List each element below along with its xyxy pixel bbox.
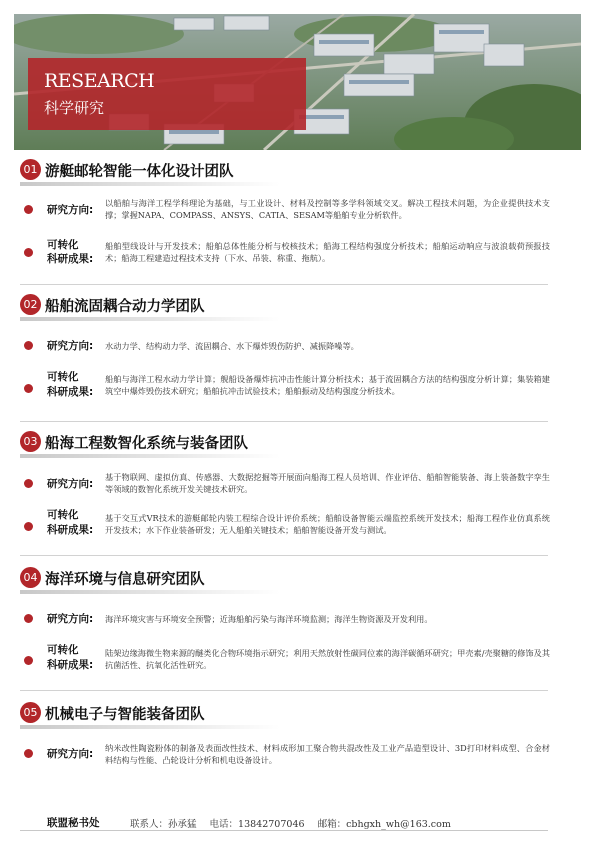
section-divider: [20, 421, 548, 422]
section-divider: [20, 555, 548, 556]
results-label-line1: 可转化: [47, 239, 79, 251]
research-direction-text: 海洋环境灾害与环境安全预警；近海船舶污染与海洋环境监测；海洋生物资源及开发利用。: [105, 614, 433, 624]
section-title: 船海工程数智化系统与装备团队: [45, 436, 248, 452]
section-number-badge: 02: [20, 294, 41, 315]
footer-email: 邮箱：cbhgxh_wh@163.com: [317, 819, 451, 830]
section-title: 游艇邮轮智能一体化设计团队: [45, 164, 234, 180]
research-direction-text: 纳米改性陶瓷粉体的制备及表面改性技术、材料成形加工聚合物共混改性及工业产品造型设计、3D打印材料成型、合金材料结构与性能、凸轮设计分析和机电设备设计。: [105, 743, 550, 765]
footer-divider: [20, 830, 548, 831]
bullet-dot: [24, 205, 33, 214]
research-direction-label: 研究方向:: [47, 204, 94, 216]
results-label-line2: 科研成果:: [47, 659, 94, 671]
banner-title-box: [28, 58, 306, 130]
banner-image: [14, 14, 581, 150]
research-direction-text: 以船舶与海洋工程学科理论为基础，与工业设计、材料及控制等多学科领域交叉。解决工程技术问题，为企业提供技术支撑；掌握NAPA、COMPASS、ANSYS、CATIA、SESAM等船舶专业分析软件。: [105, 198, 550, 220]
bullet-dot: [24, 614, 33, 623]
results-label-line2: 科研成果:: [47, 524, 94, 536]
results-text: 陆架边缘海微生物来源的醚类化合物环境指示研究；利用天然放射性碳同位素的海洋碳循环研究；甲壳素/壳聚糖的修饰及其抗菌活性、抗氧化活性研究。: [105, 648, 550, 670]
footer-secretariat-label: 联盟秘书处: [47, 817, 100, 829]
results-text: 船舶与海洋工程水动力学计算；舰船设备爆炸抗冲击性能计算分析技术；基于流固耦合方法的结构强度分析计算；集装箱建筑空中爆炸毁伤技术研究；船舶抗冲击试验技术；船舶振动及结构强度分析技术。: [105, 374, 550, 396]
section-underline: [20, 590, 280, 594]
bullet-dot: [24, 248, 33, 257]
research-direction-label: 研究方向:: [47, 340, 94, 352]
bullet-dot: [24, 479, 33, 488]
results-label-line1: 可转化: [47, 509, 79, 521]
research-direction-label: 研究方向:: [47, 748, 94, 760]
section-divider: [20, 284, 548, 285]
research-direction-text: 基于物联网、虚拟仿真、传感器、大数据挖掘等开展面向船海工程人员培训、作业评估、船舶智能装备、海上装备数字孪生等领域的数智化系统开发关键技术研究。: [105, 472, 550, 494]
section-underline: [20, 454, 280, 458]
section-number-badge: 03: [20, 431, 41, 452]
section-title: 机械电子与智能装备团队: [45, 707, 205, 723]
bullet-dot: [24, 656, 33, 665]
section-divider: [20, 690, 548, 691]
bullet-dot: [24, 749, 33, 758]
bullet-dot: [24, 341, 33, 350]
section-title: 海洋环境与信息研究团队: [45, 572, 205, 588]
results-text: 船舶型线设计与开发技术；船舶总体性能分析与校核技术；船海工程结构强度分析技术；船舶运动响应与波浪载荷预报技术；船海工程建造过程技术支持（下水、吊装、称重、拖航）。: [105, 241, 550, 263]
footer-contact-info: [130, 816, 461, 830]
results-label-line1: 可转化: [47, 371, 79, 383]
bullet-dot: [24, 384, 33, 393]
results-text: 基于交互式VR技术的游艇邮轮内装工程综合设计评价系统；船舶设备智能云端监控系统开发技术；船海工程作业仿真系统开发技术；水下作业装备研发；无人船舶关键技术；船舶智能设备开发与测试。: [105, 513, 550, 535]
section-number-badge: 01: [20, 159, 41, 180]
banner-title-english: RESEARCH: [44, 70, 155, 92]
section-number-badge: 05: [20, 702, 41, 723]
section-title: 船舶流固耦合动力学团队: [45, 299, 205, 315]
section-underline: [20, 725, 280, 729]
research-direction-label: 研究方向:: [47, 478, 94, 490]
section-number-badge: 04: [20, 567, 41, 588]
section-underline: [20, 182, 280, 186]
footer-phone: 电话：13842707046: [209, 819, 305, 830]
results-label-line2: 科研成果:: [47, 253, 94, 265]
results-label-line2: 科研成果:: [47, 386, 94, 398]
bullet-dot: [24, 522, 33, 531]
footer-contact-person: 联系人：孙承猛: [130, 819, 197, 830]
research-direction-text: 水动力学、结构动力学、流固耦合、水下爆炸毁伤防护、减振降噪等。: [105, 341, 359, 351]
section-underline: [20, 317, 280, 321]
banner-title-chinese: 科学研究: [44, 99, 105, 117]
results-label-line1: 可转化: [47, 644, 79, 656]
research-direction-label: 研究方向:: [47, 613, 94, 625]
